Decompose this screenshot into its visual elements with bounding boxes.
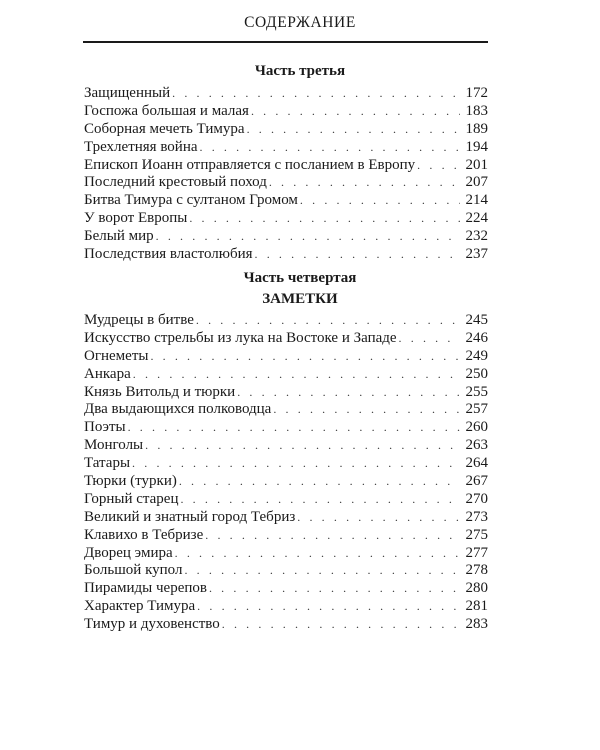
toc-entry (84, 562, 488, 580)
toc-entry (84, 509, 488, 527)
toc-dot-leader (189, 210, 460, 228)
toc-dot-leader (247, 121, 460, 139)
toc-dot-leader (399, 330, 460, 348)
toc-entry-page-number: 201 (465, 156, 488, 173)
toc-entry-page-number: 172 (465, 85, 488, 101)
toc-entry-title: Князь Витольд и тюрки (84, 383, 236, 400)
toc-entry-page-number: 194 (465, 138, 488, 155)
toc-entry-page-number: 224 (465, 210, 488, 227)
toc-entry-title: Епископ Иоанн отправляется с посланием в Европу (84, 156, 416, 173)
toc-dot-leader (184, 562, 460, 580)
toc-entry (84, 103, 488, 121)
toc-entry (84, 580, 488, 598)
toc-entry-page-number: 278 (465, 562, 488, 579)
toc-dot-leader (222, 616, 460, 634)
toc-entry-page-number: 280 (465, 580, 488, 597)
toc-dot-leader (172, 85, 460, 103)
toc-entry-title: Татары (84, 455, 131, 472)
toc-entry-title: Два выдающихся полководца (84, 401, 272, 418)
toc-entry-title: Горный старец (84, 490, 179, 507)
toc-entry-page-number: 189 (465, 120, 488, 137)
toc-entry-title: Огнеметы (84, 347, 149, 364)
toc-dot-leader (179, 473, 460, 491)
toc-entry-page-number: 270 (465, 490, 488, 507)
toc-entry-page-number: 277 (465, 544, 488, 561)
header-divider (83, 41, 488, 43)
toc-entry-title: Характер Тимура (84, 598, 196, 615)
toc-entry-title: Монголы (84, 437, 144, 454)
toc-entry (84, 455, 488, 473)
toc-entry (84, 85, 488, 103)
toc-entry-page-number: 245 (465, 312, 488, 328)
toc-entry (84, 246, 488, 264)
toc-entry-page-number: 260 (465, 419, 488, 436)
toc-dot-leader (133, 366, 460, 384)
toc-entry-page-number: 207 (465, 174, 488, 191)
toc-entry-page-number: 257 (465, 401, 488, 418)
toc-entry-title: Защищенный (84, 85, 171, 101)
toc-dot-leader (175, 545, 460, 563)
toc-entry (84, 192, 488, 210)
toc-entry (84, 210, 488, 228)
toc-entry (84, 401, 488, 419)
toc-entry-page-number: 214 (465, 192, 488, 209)
toc-dot-leader (200, 139, 460, 157)
toc-entry (84, 437, 488, 455)
toc-entry-page-number: 232 (465, 228, 488, 245)
toc-entry-page-number: 273 (465, 508, 488, 525)
toc-entry-title: Дворец эмира (84, 544, 173, 561)
toc-entry-page-number: 237 (465, 246, 488, 263)
toc-entry-page-number: 283 (465, 616, 488, 633)
toc-entry-title: Великий и знатный город Тебриз (84, 508, 296, 525)
toc-entry-title: Пирамиды черепов (84, 580, 207, 597)
toc-entry-title: Трехлетняя война (84, 138, 198, 155)
toc-entry-title: Поэты (84, 419, 126, 436)
toc-dot-leader (196, 312, 460, 330)
toc-entry (84, 473, 488, 491)
toc-entry-title: У ворот Европы (84, 210, 188, 227)
toc-entry-page-number: 263 (465, 437, 488, 454)
toc-dot-leader (132, 455, 460, 473)
toc-entry (84, 491, 488, 509)
toc-entry-page-number: 275 (465, 526, 488, 543)
toc-dot-leader (269, 174, 460, 192)
toc-entry (84, 174, 488, 192)
toc-entry-page-number: 250 (465, 365, 488, 382)
toc-entry-title: Тюрки (турки) (84, 473, 177, 490)
toc-entry-title: Белый мир (84, 228, 154, 245)
toc-entry-title: Мудрецы в битве (84, 312, 194, 328)
page-title: СОДЕРЖАНИЕ (244, 14, 356, 31)
toc-entry (84, 545, 488, 563)
toc-dot-leader (145, 437, 460, 455)
toc-entry-page-number: 267 (465, 473, 488, 490)
toc-dot-leader (205, 527, 460, 545)
toc-dot-leader (197, 598, 460, 616)
toc-entry (84, 121, 488, 139)
toc-entry-title: Искусство стрельбы из лука на Востоке и Западе (84, 329, 397, 346)
toc-entry (84, 228, 488, 246)
toc-entry (84, 616, 488, 634)
toc-entry (84, 384, 488, 402)
toc-dot-leader (255, 246, 460, 264)
toc-entry (84, 598, 488, 616)
toc-entry (84, 419, 488, 437)
toc-entry (84, 366, 488, 384)
toc-entry (84, 312, 488, 330)
notes-subheading: ЗАМЕТКИ (262, 291, 338, 307)
toc-entry (84, 157, 488, 175)
toc-entry (84, 348, 488, 366)
toc-entry-title: Тимур и духовенство (84, 616, 220, 633)
toc-dot-leader (251, 103, 460, 121)
toc-entry-page-number: 183 (465, 102, 488, 119)
toc-entry-title: Последний крестовый поход (84, 174, 267, 191)
toc-entry (84, 330, 488, 348)
toc-entry-title: Последствия властолюбия (84, 246, 253, 263)
toc-entry (84, 139, 488, 157)
toc-dot-leader (300, 192, 460, 210)
toc-entry (84, 527, 488, 545)
toc-entry-page-number: 255 (465, 383, 488, 400)
toc-dot-leader (297, 509, 460, 527)
toc-dot-leader (128, 419, 460, 437)
toc-dot-leader (237, 384, 460, 402)
toc-entry-page-number: 249 (465, 347, 488, 364)
toc-dot-leader (273, 401, 460, 419)
part-three-toc-list (84, 85, 488, 264)
toc-entry-title: Клавихо в Тебризе (84, 526, 204, 543)
toc-dot-leader (180, 491, 460, 509)
part-three-heading: Часть третья (254, 63, 346, 79)
toc-entry-page-number: 281 (465, 598, 488, 615)
toc-entry-title: Соборная мечеть Тимура (84, 120, 245, 137)
part-four-heading: Часть четвертая (243, 270, 357, 286)
toc-dot-leader (156, 228, 460, 246)
toc-dot-leader (150, 348, 460, 366)
toc-entry-title: Анкара (84, 365, 131, 382)
toc-dot-leader (209, 580, 460, 598)
part-four-toc-list (84, 312, 488, 634)
toc-entry-title: Большой купол (84, 562, 183, 579)
toc-entry-page-number: 246 (465, 329, 488, 346)
toc-entry-title: Битва Тимура с султаном Громом (84, 192, 298, 209)
toc-entry-title: Госпожа большая и малая (84, 102, 249, 119)
toc-entry-page-number: 264 (465, 455, 488, 472)
toc-dot-leader (417, 157, 460, 175)
